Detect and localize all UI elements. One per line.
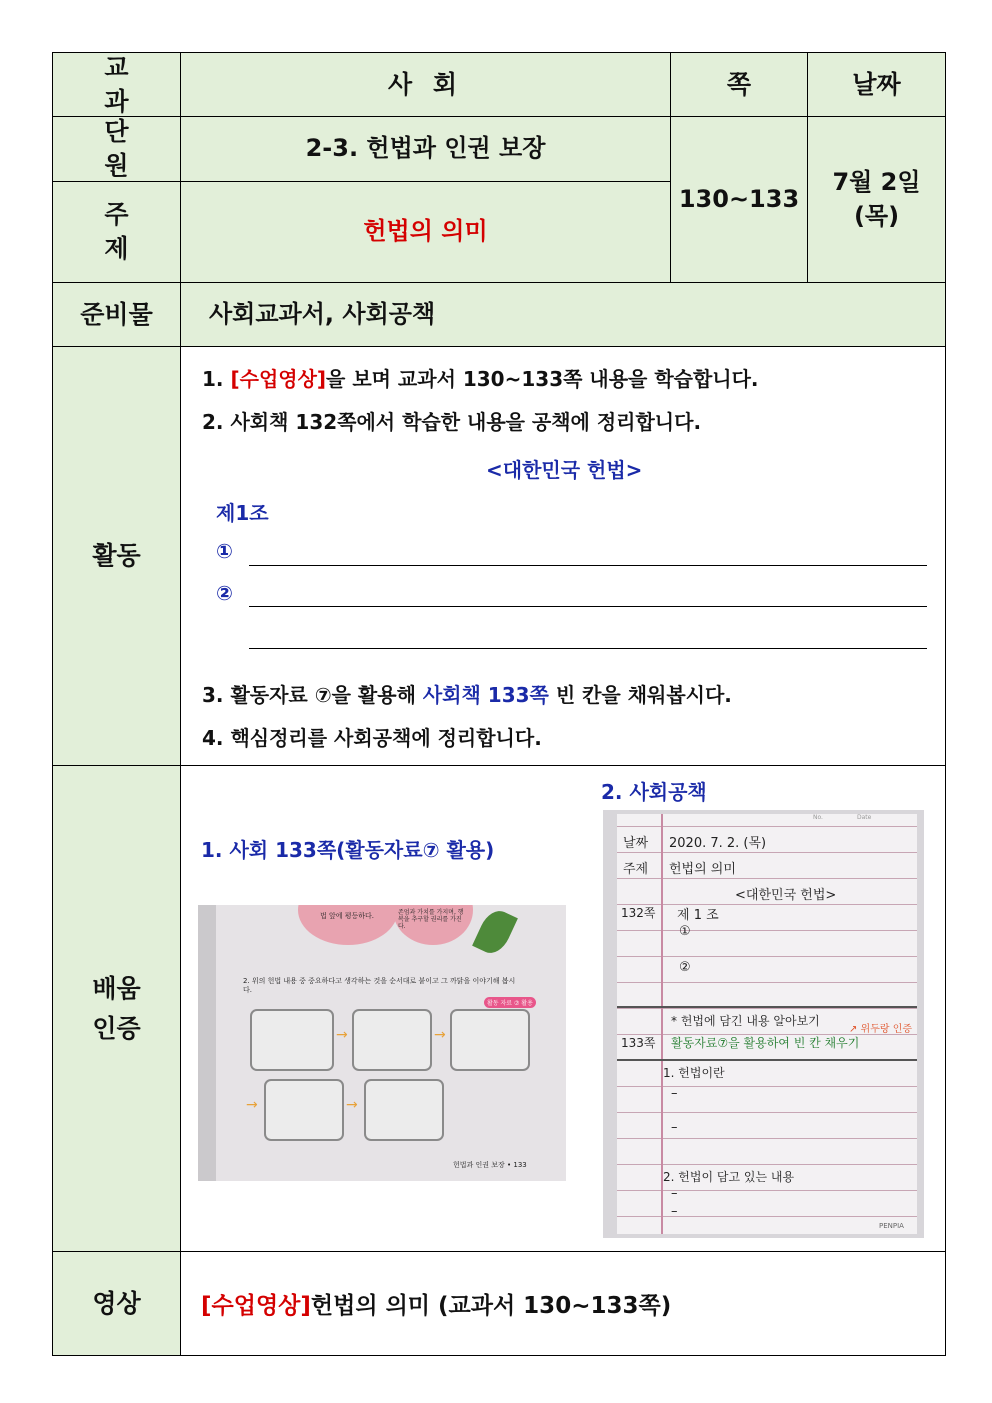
activity-body xyxy=(180,346,946,766)
notebook-topic-label: 주제 xyxy=(623,862,649,877)
answer-box xyxy=(352,1009,432,1071)
photo-question: 2. 위의 헌법 내용 중 중요하다고 생각하는 것을 순서대로 붙이고 그 까닭을 이야기해 봅시다. xyxy=(243,977,516,995)
subject-value: 사 회 xyxy=(180,52,671,117)
notebook-divider xyxy=(617,1059,917,1061)
activity-step-3: 3. 활동자료 ⑦을 활용해 사회책 133쪽 빈 칸을 채워봅시다. xyxy=(202,683,732,707)
proof-label: 배움 인증 xyxy=(52,765,181,1252)
notebook-date-label-en: Date xyxy=(857,814,872,821)
date-label: 날짜 xyxy=(807,52,946,117)
notebook-topic-value: 헌법의 의미 xyxy=(669,862,736,877)
lesson-video-link[interactable]: [수업영상] xyxy=(230,367,327,391)
materials-label: 준비물 xyxy=(52,282,181,347)
arrow-icon: → xyxy=(336,1027,348,1043)
proof-item-2: 2. 사회공책 xyxy=(601,780,707,804)
unit-value: 2-3. 헌법과 인권 보장 xyxy=(180,116,671,182)
notebook-title: <대한민국 헌법> xyxy=(735,888,837,903)
video-body: [수업영상] 헌법의 의미 (교과서 130~133쪽) xyxy=(180,1251,946,1356)
blank-2-marker: ② xyxy=(216,581,233,605)
blank-line-2[interactable] xyxy=(249,606,927,607)
date-value: 7월 2일 (목) xyxy=(807,116,946,283)
activity-label: 활동 xyxy=(52,346,181,766)
textbook-photo xyxy=(198,905,566,1181)
subject-label: 교 과 xyxy=(52,52,181,117)
notebook-mark-1: ① xyxy=(679,924,691,939)
notebook-dash: – xyxy=(671,1186,678,1201)
notebook-page-ref-2: 133쪽 xyxy=(621,1036,656,1050)
topic-value: 헌법의 의미 xyxy=(180,181,671,283)
unit-label: 단 원 xyxy=(52,116,181,182)
activity-step-4: 4. 핵심정리를 사회공책에 정리합니다. xyxy=(202,726,542,750)
article-label: 제1조 xyxy=(216,501,269,525)
activity-step-1: 1. [수업영상]을 보며 교과서 130~133쪽 내용을 학습합니다. xyxy=(202,367,759,391)
notebook-dash: – xyxy=(671,1204,678,1219)
blank-1-marker: ① xyxy=(216,539,233,563)
arrow-icon: → xyxy=(434,1027,446,1043)
notebook-green-line: 활동자료⑦을 활용하여 빈 칸 채우기 xyxy=(671,1036,860,1050)
notebook-date-value: 2020. 7. 2. (목) xyxy=(669,836,767,851)
proof-item-1: 1. 사회 133쪽(활동자료⑦ 활용) xyxy=(201,838,495,862)
arrow-icon: → xyxy=(246,1097,258,1113)
notebook-note-orange: ↗ 위두랑 인증 xyxy=(849,1024,913,1035)
photo-badge: 활동 자료 ⑦ 활용 xyxy=(484,997,536,1008)
notebook-mark-2: ② xyxy=(679,960,691,975)
answer-box xyxy=(450,1009,530,1071)
topic-label: 주 제 xyxy=(52,181,181,283)
blank-line-3[interactable] xyxy=(249,648,927,649)
notebook-q1: 1. 헌법이란 xyxy=(663,1066,725,1080)
photo-footer: 헌법과 인권 보장 • 133 xyxy=(453,1161,527,1169)
photo-top-text-right: 존엄과 가치를 가지며, 행복을 추구할 권리를 가진다. xyxy=(398,909,464,931)
video-label: 영상 xyxy=(52,1251,181,1356)
notebook-date-label: 날짜 xyxy=(623,836,649,851)
notebook-dash: – xyxy=(671,1120,678,1135)
lesson-table xyxy=(52,52,946,1356)
proof-body xyxy=(180,765,946,1252)
notebook-article: 제 1 조 xyxy=(677,908,719,923)
notebook-page xyxy=(617,814,917,1234)
blank-line-1[interactable] xyxy=(249,565,927,566)
video-link[interactable]: [수업영상] xyxy=(201,1293,311,1319)
notebook-no-label: No. xyxy=(813,814,823,821)
answer-box xyxy=(250,1009,334,1071)
notebook-divider xyxy=(617,1006,917,1008)
photo-top-text-left: 법 앞에 평등하다. xyxy=(320,912,375,920)
answer-box xyxy=(264,1079,344,1141)
notebook-page-ref-1: 132쪽 xyxy=(621,906,656,920)
notebook-photo xyxy=(603,810,924,1238)
answer-box xyxy=(364,1079,444,1141)
materials-value: 사회교과서, 사회공책 xyxy=(180,282,946,347)
law-title: <대한민국 헌법> xyxy=(486,458,643,482)
activity-step-2: 2. 사회책 132쪽에서 학습한 내용을 공책에 정리합니다. xyxy=(202,410,702,434)
notebook-brand: PENPIA xyxy=(879,1222,904,1230)
arrow-icon: → xyxy=(346,1097,358,1113)
page-label: 쪽 xyxy=(670,52,808,117)
notebook-section-heading: * 헌법에 담긴 내용 알아보기 xyxy=(671,1014,820,1028)
notebook-dash: – xyxy=(671,1086,678,1101)
pages-value: 130~133 xyxy=(670,116,808,283)
notebook-q2: 2. 헌법이 담고 있는 내용 xyxy=(663,1170,795,1184)
